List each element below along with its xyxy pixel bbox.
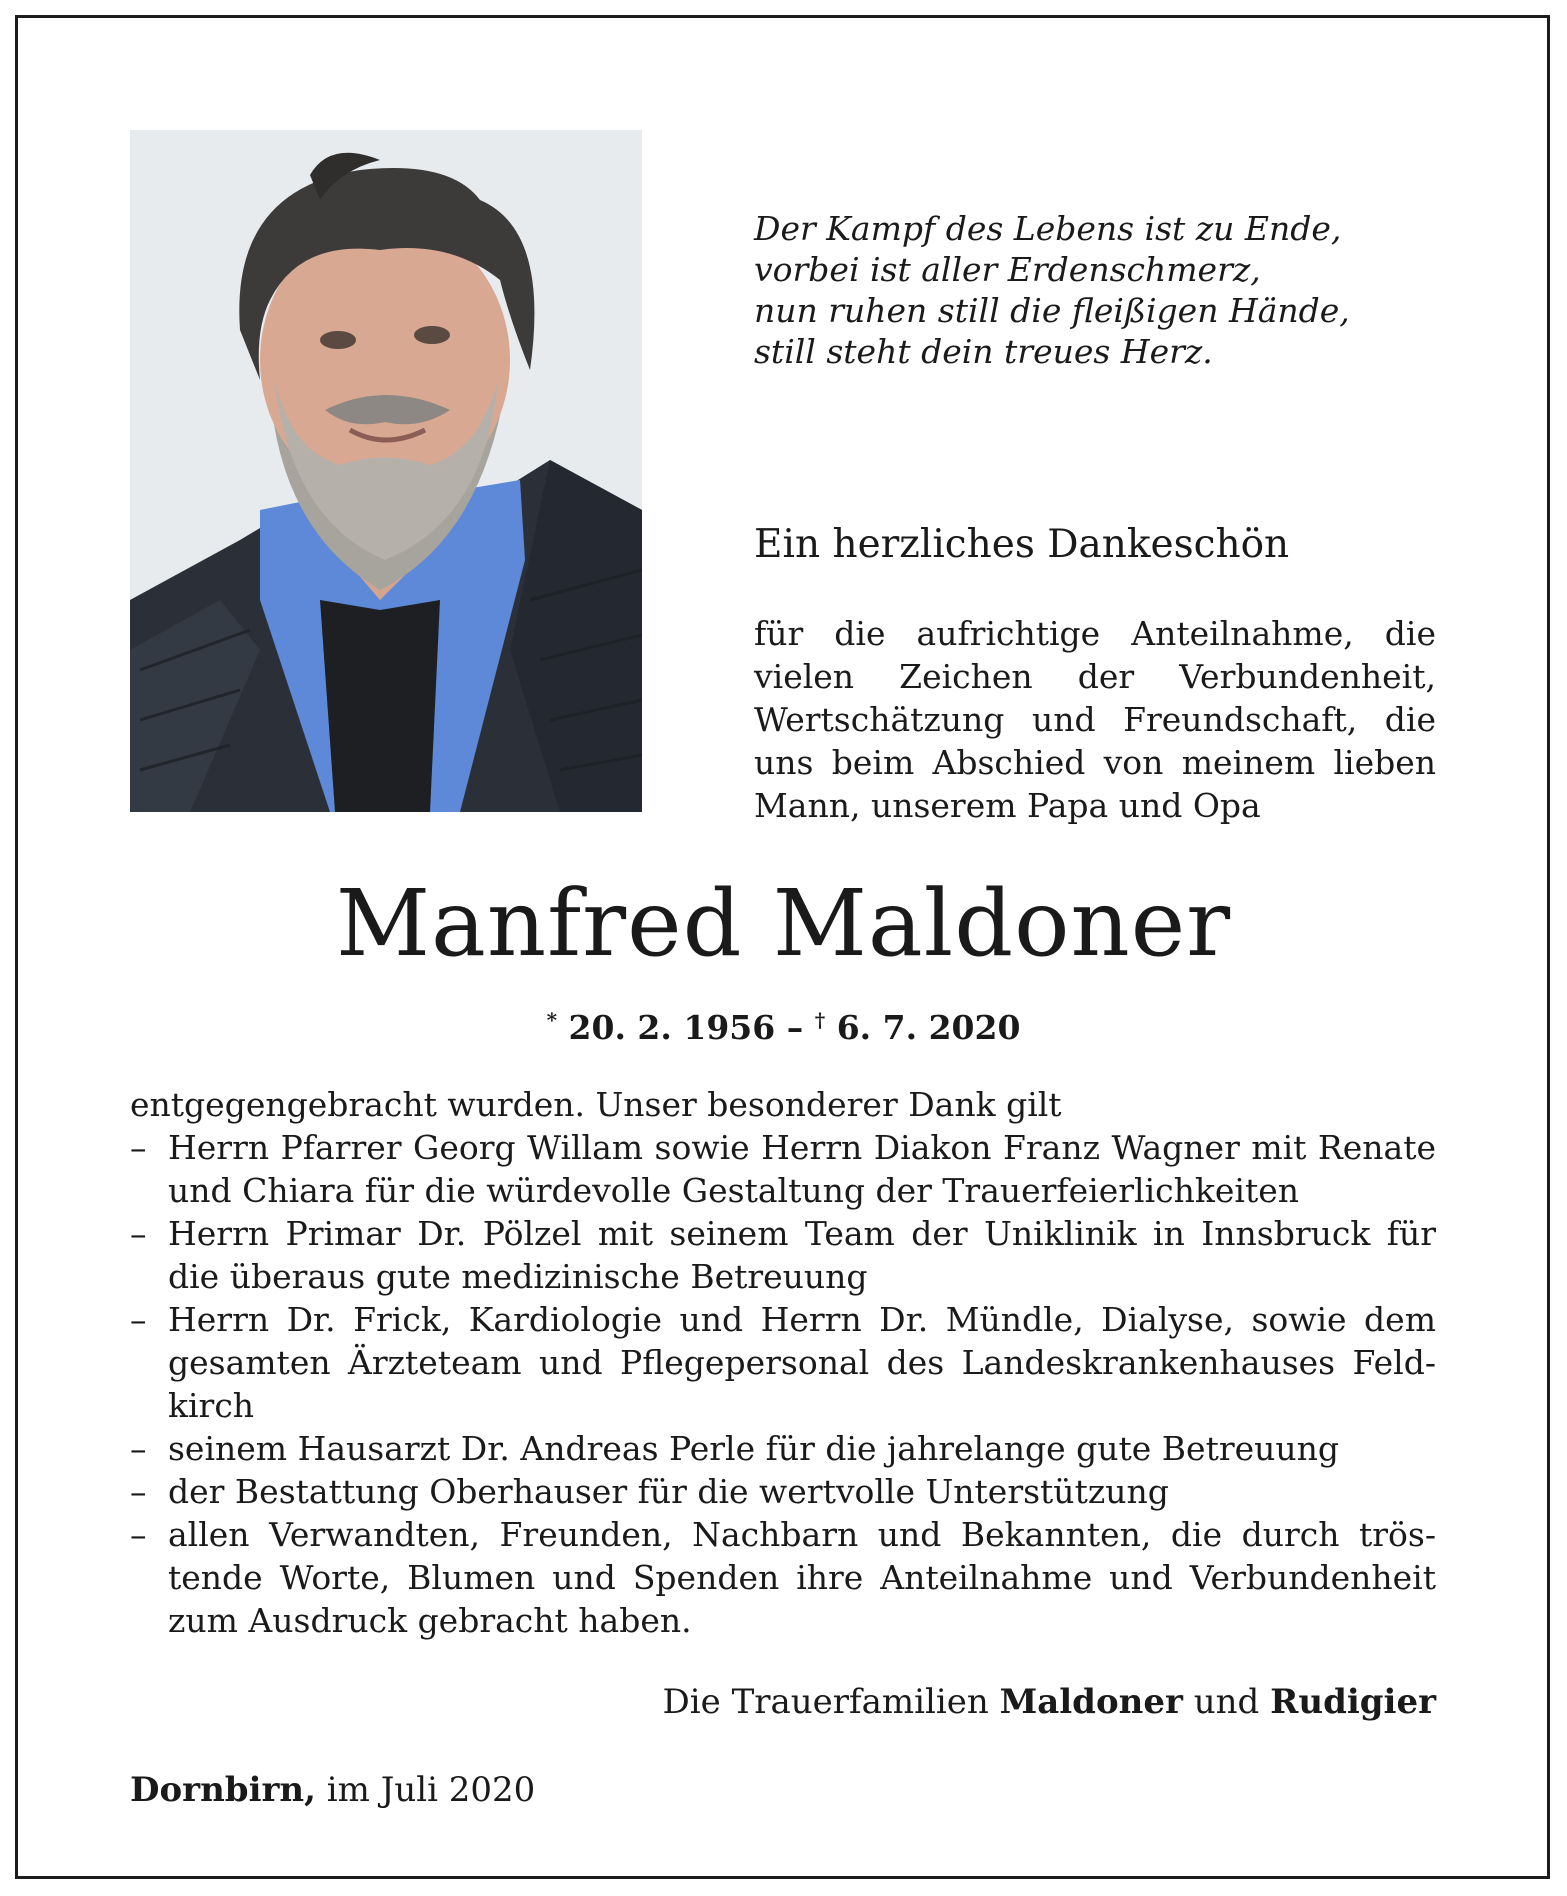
- list-item-line: zum Ausdruck gebracht haben.: [168, 1601, 692, 1640]
- thanks-paragraph: [754, 612, 1436, 827]
- poem-line: Der Kampf des Lebens ist zu Ende,: [754, 209, 1342, 248]
- list-item-line: Herrn Pfarrer Georg Willam sowie Herrn Diakon Franz Wagner mit Renate: [168, 1128, 1436, 1167]
- thanks-line: uns beim Abschied von meinem lieben: [754, 743, 1436, 782]
- dash-bullet: –: [130, 1214, 147, 1253]
- poem-line: vorbei ist aller Erdenschmerz,: [754, 250, 1261, 289]
- signature-conjunction: und: [1193, 1682, 1260, 1722]
- place-date: im Juli 2020: [326, 1770, 536, 1810]
- list-item-line: seinem Hausarzt Dr. Andreas Perle für die jahrelange gute Betreuung: [168, 1429, 1340, 1468]
- family-signature: [663, 1680, 1437, 1724]
- list-item-line: der Bestattung Oberhauser für die wertvolle Unterstützung: [168, 1472, 1169, 1511]
- list-item: [130, 1126, 1436, 1212]
- life-dates: [0, 998, 1567, 1050]
- poem-line: nun ruhen still die fleißigen Hände,: [754, 291, 1350, 330]
- thanks-line: Wertschätzung und Freundschaft, die: [754, 700, 1436, 739]
- death-symbol: †: [814, 1008, 826, 1032]
- acknowledgements: [130, 1083, 1436, 1642]
- list-item-line: gesamten Ärzteteam und Pflegepersonal des Landeskrankenhauses Feld-: [168, 1343, 1436, 1382]
- list-item: [130, 1513, 1436, 1642]
- thanks-line: vielen Zeichen der Verbundenheit,: [754, 657, 1436, 696]
- list-item-line: tende Worte, Blumen und Spenden ihre Anteilnahme und Verbundenheit: [168, 1558, 1436, 1597]
- acknowledgements-list: [130, 1126, 1436, 1642]
- list-item-line: Herrn Primar Dr. Pölzel mit seinem Team der Uniklinik in Innsbruck für: [168, 1214, 1436, 1253]
- family-name-1: Maldoner: [999, 1682, 1183, 1722]
- dash-bullet: –: [130, 1515, 147, 1554]
- portrait-photo: [130, 130, 642, 812]
- thanks-line: Mann, unserem Papa und Opa: [754, 786, 1261, 825]
- list-item: [130, 1298, 1436, 1427]
- dash-bullet: –: [130, 1429, 147, 1468]
- list-item-line: die überaus gute medizinische Betreuung: [168, 1257, 868, 1296]
- list-item-line: Herrn Dr. Frick, Kardiologie und Herrn Dr. Mündle, Dialyse, sowie dem: [168, 1300, 1436, 1339]
- list-item: [130, 1212, 1436, 1298]
- memorial-poem: [754, 208, 1474, 372]
- family-name-2: Rudigier: [1270, 1682, 1436, 1722]
- thanks-heading: Ein herzliches Dankeschön: [754, 522, 1290, 567]
- birth-date: 20. 2. 1956: [568, 1008, 776, 1047]
- poem-line: still steht dein treues Herz.: [754, 332, 1213, 371]
- list-item: [130, 1470, 1436, 1513]
- date-separator: –: [786, 1008, 804, 1047]
- thanks-line: für die aufrichtige Anteilnahme, die: [754, 614, 1436, 653]
- list-item-line: kirch: [168, 1386, 255, 1425]
- dash-bullet: –: [130, 1300, 147, 1339]
- list-item-line: und Chiara für die würdevolle Gestaltung der Trauerfeierlichkeiten: [168, 1171, 1299, 1210]
- birth-symbol: *: [546, 1008, 558, 1032]
- place-city: Dornbirn,: [130, 1770, 316, 1810]
- portrait-illustration: [130, 130, 642, 812]
- list-item: [130, 1427, 1436, 1470]
- acknowledgements-intro: entgegengebracht wurden. Unser besonderer Dank gilt: [130, 1085, 1062, 1124]
- place-and-date: [130, 1768, 535, 1812]
- dash-bullet: –: [130, 1472, 147, 1511]
- list-item-line: allen Verwandten, Freunden, Nachbarn und Bekannten, die durch trös-: [168, 1515, 1436, 1554]
- signature-prefix: Die Trauerfamilien: [662, 1682, 989, 1722]
- dash-bullet: –: [130, 1128, 147, 1167]
- deceased-name: Manfred Maldoner: [335, 870, 1232, 977]
- death-date: 6. 7. 2020: [836, 1008, 1021, 1047]
